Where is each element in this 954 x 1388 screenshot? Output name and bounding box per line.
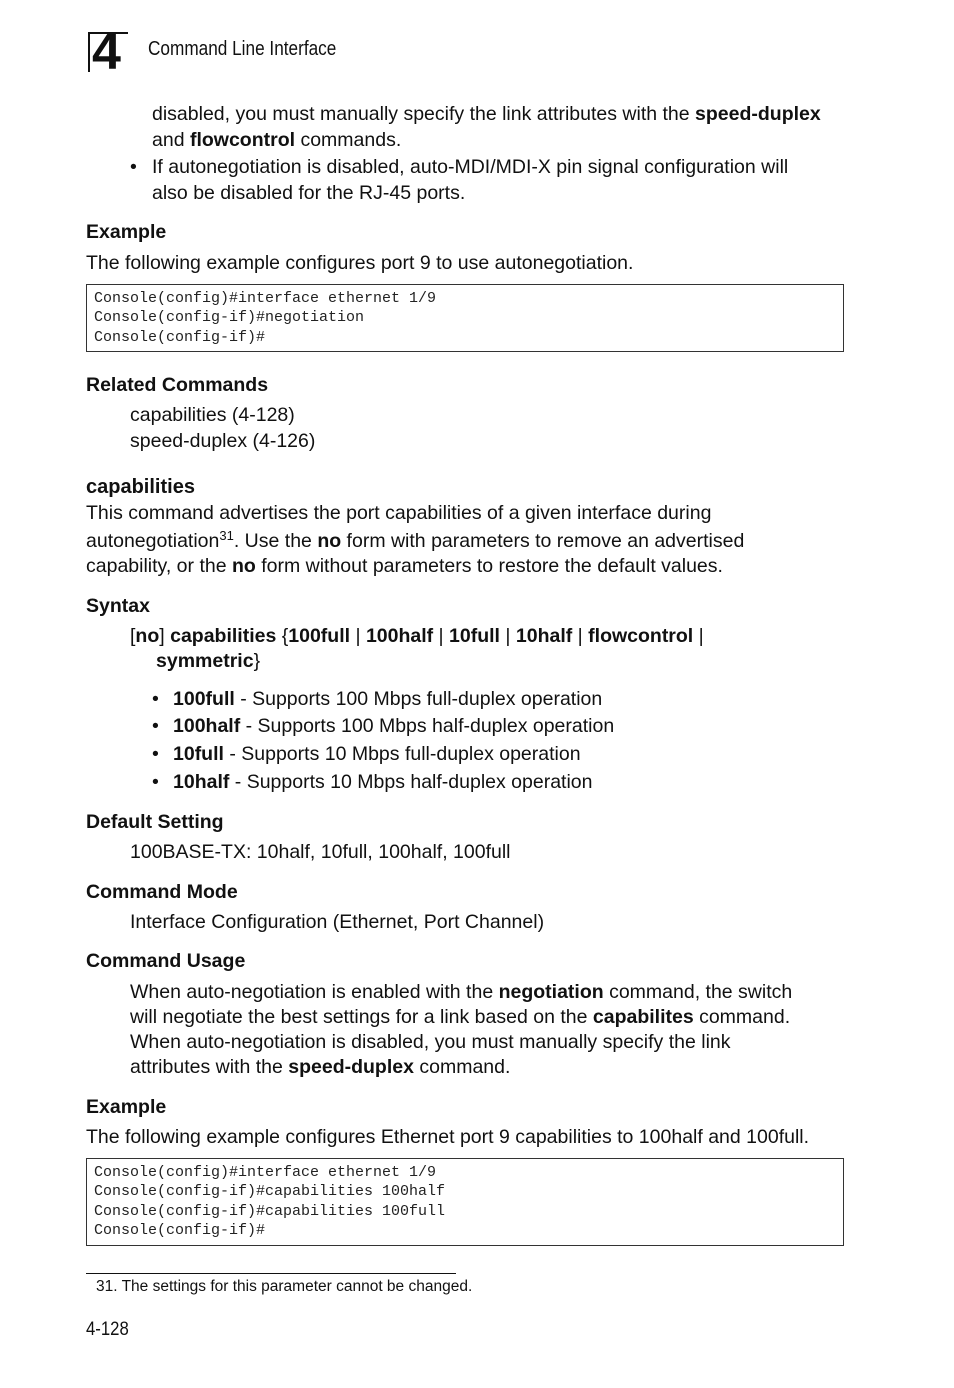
syntax-option-10full: 10full - Supports 10 Mbps full-duplex operation	[173, 743, 581, 765]
capabilities-desc-line-2: autonegotiation$^{31}$. Use the no form with parameters to remove an advertised	[86, 528, 745, 552]
example-description: The following example configures port 9 to use autonegotiation.	[86, 252, 634, 274]
example-heading: Example	[86, 221, 167, 243]
example-description: The following example configures Ethernet port 9 capabilities to 100half and 100full.	[86, 1126, 810, 1148]
command-usage-heading: Command Usage	[86, 950, 246, 972]
related-commands-heading: Related Commands	[86, 374, 269, 396]
default-setting-value: 100BASE-TX: 10half, 10full, 100half, 100full	[130, 841, 511, 863]
syntax-line-2: symmetric}	[156, 650, 261, 672]
intro-line-2: and flowcontrol commands.	[152, 129, 402, 151]
syntax-option-100full: 100full - Supports 100 Mbps full-duplex operation	[173, 688, 603, 710]
bullet-marker: •	[152, 715, 159, 737]
example-heading: Example	[86, 1096, 167, 1118]
header-title: Command Line Interface	[148, 38, 337, 60]
footnote-divider	[86, 1273, 456, 1274]
footnote-reference: 31	[219, 528, 234, 543]
default-setting-heading: Default Setting	[86, 811, 224, 833]
related-command-capabilities: capabilities (4-128)	[130, 404, 295, 426]
intro-line-1: disabled, you must manually specify the link attributes with the speed-duplex	[152, 103, 821, 125]
capabilities-desc-line-1: This command advertises the port capabilities of a given interface during	[86, 502, 712, 524]
command-mode-value: Interface Configuration (Ethernet, Port Channel)	[130, 911, 545, 933]
command-usage-line-2: will negotiate the best settings for a link based on the capabilites command.	[130, 1006, 791, 1028]
syntax-line-1: [no] capabilities {100full | 100half | 10full | 10half | flowcontrol |	[130, 625, 704, 647]
section-title-capabilities: capabilities	[86, 476, 195, 498]
bullet-marker: •	[152, 688, 159, 710]
bullet-marker: •	[130, 156, 137, 178]
command-usage-line-3: When auto-negotiation is disabled, you must manually specify the link	[130, 1031, 731, 1053]
syntax-heading: Syntax	[86, 595, 150, 617]
command-usage-line-4: attributes with the speed-duplex command.	[130, 1056, 511, 1078]
footnote: 31. The settings for this parameter cannot be changed.	[96, 1278, 473, 1295]
page-number: 4-128	[86, 1319, 129, 1340]
bullet-marker: •	[152, 771, 159, 793]
related-command-speed-duplex: speed-duplex (4-126)	[130, 430, 316, 452]
intro-bullet-line-1: If autonegotiation is disabled, auto-MDI/MDI-X pin signal configuration will	[152, 156, 789, 178]
syntax-option-10half: 10half - Supports 10 Mbps half-duplex operation	[173, 771, 593, 793]
intro-bullet-line-2: also be disabled for the RJ-45 ports.	[152, 182, 466, 204]
bullet-marker: •	[152, 743, 159, 765]
syntax-option-100half: 100half - Supports 100 Mbps half-duplex operation	[173, 715, 615, 737]
capabilities-desc-line-3: capability, or the no form without parameters to restore the default values.	[86, 555, 723, 577]
chapter-number: 4	[92, 23, 119, 81]
code-block-capabilities: Console(config)#interface ethernet 1/9 Console(config-if)#capabilities 100half Console(config-if)#capabilities 100full Console(config-if)#	[86, 1158, 844, 1246]
command-usage-line-1: When auto-negotiation is enabled with the negotiation command, the switch	[130, 981, 793, 1003]
command-mode-heading: Command Mode	[86, 881, 238, 903]
code-block-negotiation: Console(config)#interface ethernet 1/9 Console(config-if)#negotiation Console(config-if)#	[86, 284, 844, 352]
